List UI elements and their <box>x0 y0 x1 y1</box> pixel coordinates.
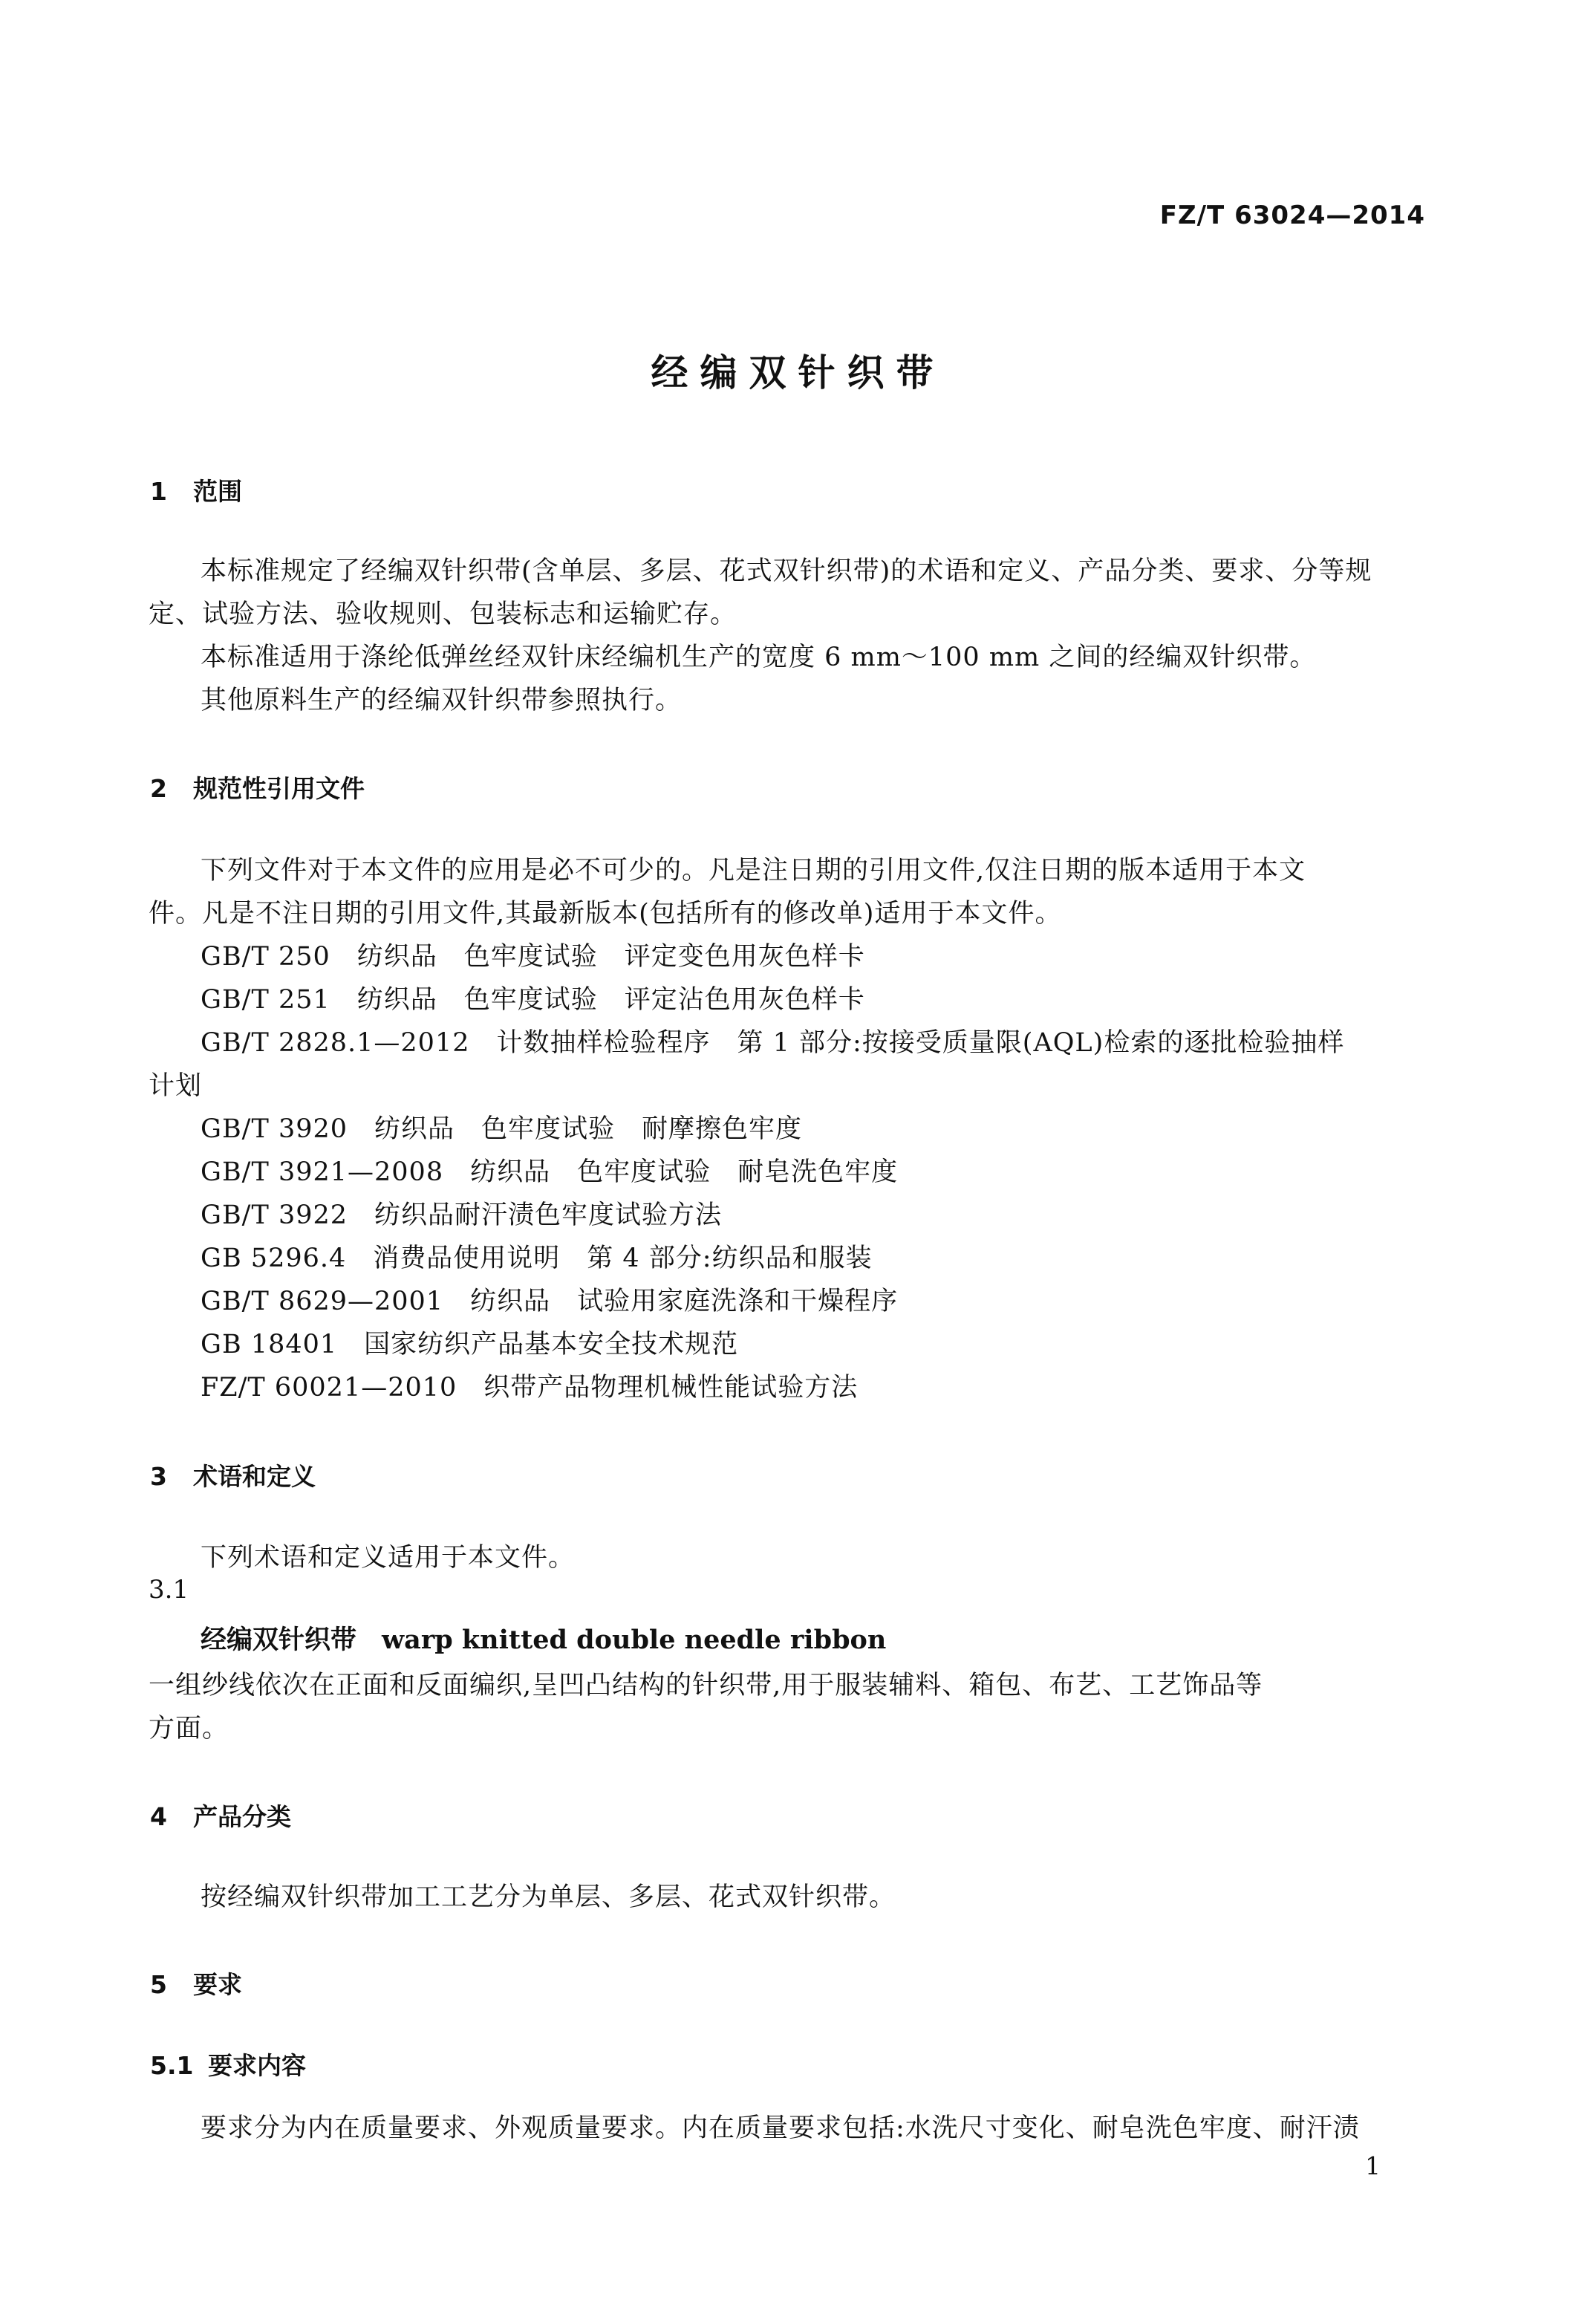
section-number: 2 <box>150 774 167 803</box>
paragraph-line: 一组纱线依次在正面和反面编织,呈凹凸结构的针织带,用于服装辅料、箱包、布艺、工艺饰品等 <box>149 1671 1263 1700</box>
section-3-heading <box>150 1458 316 1492</box>
section-number: 3 <box>150 1462 167 1491</box>
term-definition <box>149 1664 1424 1750</box>
standard-code: FZ/T 63024—2014 <box>1159 201 1425 230</box>
paragraph-line: 其他原料生产的经编双针织带参照执行。 <box>201 686 683 715</box>
section-2-intro <box>149 849 1424 935</box>
section-title: 规范性引用文件 <box>193 774 365 803</box>
document-title: 经编双针织带 <box>651 351 945 394</box>
paragraph-line: 定、试验方法、验收规则、包装标志和运输贮存。 <box>149 599 737 629</box>
paragraph-line: 本标准适用于涤纶低弹丝经双针床经编机生产的宽度 6 mm～100 mm 之间的经编双针织带。 <box>201 643 1317 672</box>
section-title: 术语和定义 <box>193 1462 316 1491</box>
section-number: 1 <box>150 477 167 506</box>
section-title: 要求内容 <box>208 2051 306 2080</box>
term-chinese: 经编双针织带 <box>201 1625 357 1655</box>
section-title: 要求 <box>193 1970 242 1999</box>
section-5-1-heading <box>150 2047 306 2082</box>
reference-item: GB/T 8629—2001 纺织品 试验用家庭洗涤和干燥程序 <box>201 1287 899 1316</box>
section-4-body <box>149 1876 1424 1919</box>
term-english: warp knitted double needle ribbon <box>382 1625 887 1655</box>
reference-item: FZ/T 60021—2010 织带产品物理机械性能试验方法 <box>201 1373 859 1403</box>
section-3-intro <box>149 1536 1424 1579</box>
reference-item: GB 18401 国家纺织产品基本安全技术规范 <box>201 1330 739 1359</box>
term-entry <box>201 1619 886 1657</box>
paragraph-line: 要求分为内在质量要求、外观质量要求。内在质量要求包括:水洗尺寸变化、耐皂洗色牢度、耐汗渍 <box>201 2113 1360 2143</box>
section-number: 4 <box>150 1802 167 1831</box>
reference-item: GB/T 3921—2008 纺织品 色牢度试验 耐皂洗色牢度 <box>201 1157 899 1187</box>
section-5-1-body <box>149 2107 1424 2150</box>
reference-item-continuation: 计划 <box>149 1071 203 1101</box>
reference-item: GB/T 251 纺织品 色牢度试验 评定沾色用灰色样卡 <box>201 985 865 1015</box>
paragraph-line: 本标准规定了经编双针织带(含单层、多层、花式双针织带)的术语和定义、产品分类、要求、分等规 <box>201 556 1372 586</box>
paragraph-line: 下列术语和定义适用于本文件。 <box>201 1543 576 1573</box>
paragraph-line: 下列文件对于本文件的应用是必不可少的。凡是注日期的引用文件,仅注日期的版本适用于本文 <box>201 856 1306 885</box>
reference-item: GB 5296.4 消费品使用说明 第 4 部分:纺织品和服装 <box>201 1244 873 1273</box>
section-title: 范围 <box>193 477 242 506</box>
term-number: 3.1 <box>149 1575 189 1605</box>
paragraph-line: 按经编双针织带加工工艺分为单层、多层、花式双针织带。 <box>201 1882 896 1912</box>
section-4-heading <box>150 1798 291 1833</box>
section-2-heading <box>150 770 365 805</box>
reference-item: GB/T 3922 纺织品耐汗渍色牢度试验方法 <box>201 1200 723 1230</box>
section-1-heading <box>150 472 242 507</box>
section-title: 产品分类 <box>193 1802 291 1831</box>
paragraph-line: 件。凡是不注日期的引用文件,其最新版本(包括所有的修改单)适用于本文件。 <box>149 899 1062 929</box>
page-number: 1 <box>1365 2151 1381 2180</box>
paragraph-line: 方面。 <box>149 1714 229 1744</box>
section-5-heading <box>150 1966 242 2001</box>
reference-item: GB/T 2828.1—2012 计数抽样检验程序 第 1 部分:按接受质量限(AQL)检索的逐批检验抽样 <box>201 1028 1345 1058</box>
reference-item: GB/T 3920 纺织品 色牢度试验 耐摩擦色牢度 <box>201 1114 803 1144</box>
section-number: 5 <box>150 1970 167 1999</box>
section-number: 5.1 <box>150 2051 194 2080</box>
reference-item: GB/T 250 纺织品 色牢度试验 评定变色用灰色样卡 <box>201 942 865 972</box>
normative-references-list <box>149 935 1456 1409</box>
section-1-body <box>149 550 1424 722</box>
